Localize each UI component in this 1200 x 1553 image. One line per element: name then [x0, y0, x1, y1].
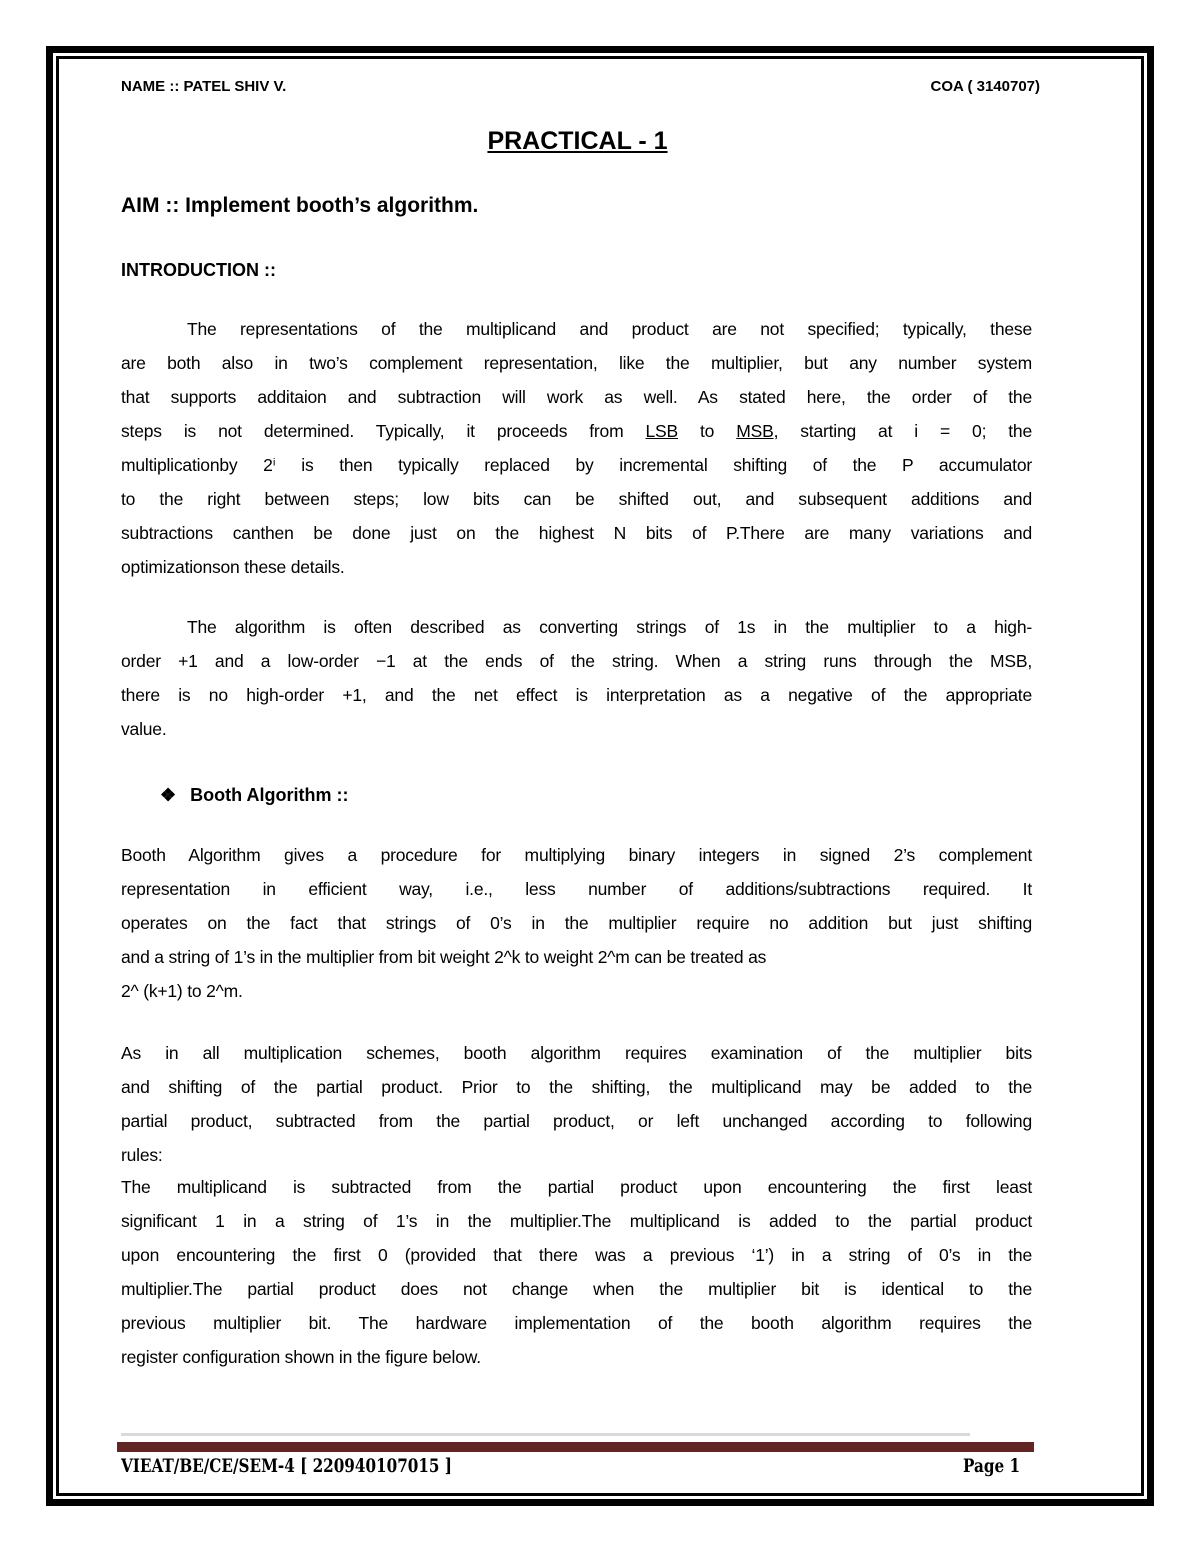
footer-rule — [121, 1433, 970, 1436]
footer-bar — [117, 1442, 1034, 1452]
intro-paragraph-1 — [121, 312, 1032, 584]
text-line: The multiplicand is subtracted from the partial product upon encountering the first least — [121, 1177, 1032, 1197]
booth-paragraph-2 — [121, 1036, 1032, 1172]
booth-paragraph-3 — [121, 1170, 1032, 1374]
text-line: The algorithm is often described as converting strings of 1s in the multiplier to a high- — [187, 617, 1032, 637]
text-line: register configuration shown in the figure below. — [121, 1347, 481, 1367]
text-line: subtractions canthen be done just on the highest N bits of P.There are many variations and — [121, 523, 1032, 543]
underlined-term: MSB — [736, 421, 774, 441]
text-line: partial product, subtracted from the partial product, or left unchanged according to following — [121, 1111, 1032, 1131]
text-line: As in all multiplication schemes, booth algorithm requires examination of the multiplier bits — [121, 1043, 1032, 1063]
header-course: COA ( 3140707) — [930, 78, 1040, 95]
text-segment: steps is not determined. Typically, it proceeds from — [121, 421, 646, 441]
text-line: order +1 and a low-order −1 at the ends of the string. When a string runs through the MSB, — [121, 651, 1032, 671]
footer-id: VIEAT/BE/CE/SEM-4 [ 220940107015 ] — [121, 1455, 452, 1477]
text-line: there is no high-order +1, and the net effect is interpretation as a negative of the appropriate — [121, 685, 1032, 705]
diamond-bullet-icon: ❖ — [160, 785, 177, 805]
text-line — [121, 414, 1032, 448]
booth-paragraph-1 — [121, 838, 1032, 974]
text-line: The representations of the multiplicand and product are not specified; typically, these — [187, 319, 1032, 339]
text-line: that supports additaion and subtraction will work as well. As stated here, the order of the — [121, 387, 1032, 407]
text-line: are both also in two’s complement representation, like the multiplier, but any number system — [121, 353, 1032, 373]
text-line: previous multiplier bit. The hardware implementation of the booth algorithm requires the — [121, 1313, 1032, 1333]
text-line: rules: — [121, 1145, 163, 1165]
page-number: Page 1 — [963, 1455, 1021, 1477]
underlined-term: LSB — [645, 421, 678, 441]
aim-heading: AIM :: Implement booth’s algorithm. — [121, 194, 479, 217]
text-line: Booth Algorithm gives a procedure for multiplying binary integers in signed 2’s complement — [121, 845, 1032, 865]
text-line: representation in efficient way, i.e., less number of additions/subtractions required. It — [121, 879, 1032, 899]
text-line: 2^ (k+1) to 2^m. — [121, 981, 243, 1001]
text-line: multiplier.The partial product does not change when the multiplier bit is identical to the — [121, 1279, 1032, 1299]
booth-heading — [160, 785, 348, 806]
intro-paragraph-2 — [121, 610, 1032, 746]
text-line: multiplicationby 2ⁱ is then typically replaced by incremental shifting of the P accumulator — [121, 455, 1032, 475]
booth-paragraph-1-end — [121, 974, 1032, 1008]
text-line: to the right between steps; low bits can be shifted out, and subsequent additions and — [121, 489, 1032, 509]
booth-heading-text: Booth Algorithm :: — [190, 785, 349, 805]
text-line: and shifting of the partial product. Prior to the shifting, the multiplicand may be added to the — [121, 1077, 1032, 1097]
text-line: significant 1 in a string of 1’s in the multiplier.The multiplicand is added to the partial product — [121, 1211, 1032, 1231]
text-line: upon encountering the first 0 (provided that there was a previous ‘1’) in a string of 0’s in the — [121, 1245, 1032, 1265]
text-line: and a string of 1’s in the multiplier from bit weight 2^k to weight 2^m can be treated as — [121, 947, 767, 967]
text-line: optimizationson these details. — [121, 557, 345, 577]
header-name: NAME :: PATEL SHIV V. — [121, 78, 287, 95]
text-line: operates on the fact that strings of 0’s in the multiplier require no addition but just shifting — [121, 913, 1032, 933]
text-segment: , starting at i = 0; the — [773, 421, 1032, 441]
page-title: PRACTICAL - 1 — [487, 127, 668, 155]
text-segment: to — [677, 421, 737, 441]
text-line: value. — [121, 719, 167, 739]
introduction-heading: INTRODUCTION :: — [121, 260, 276, 280]
